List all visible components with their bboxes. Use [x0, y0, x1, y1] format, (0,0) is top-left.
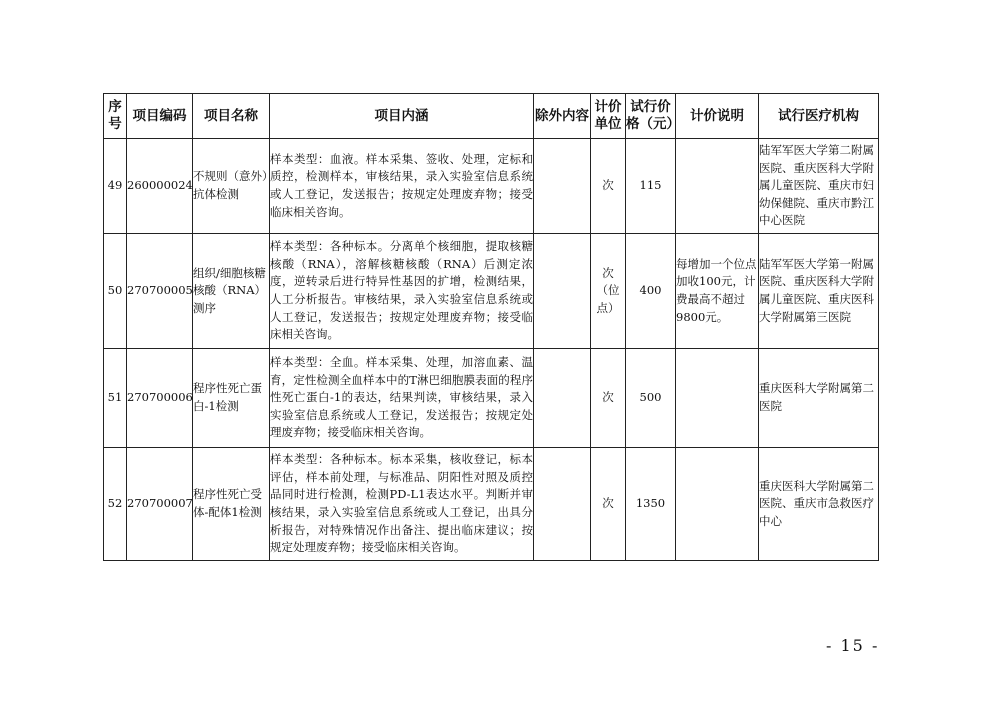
row-excluded [534, 139, 591, 234]
row-name: 程序性死亡蛋白-1检测 [193, 349, 270, 448]
header-content: 项目内涵 [270, 94, 534, 139]
row-price: 1350 [626, 448, 676, 561]
row-unit: 次 [591, 349, 626, 448]
row-seq: 52 [104, 448, 127, 561]
header-institution: 试行医疗机构 [759, 94, 879, 139]
row-seq: 51 [104, 349, 127, 448]
row-unit: 次 [591, 139, 626, 234]
row-excluded [534, 234, 591, 349]
row-content: 样本类型：各种标本。标本采集，核收登记，标本评估，样本前处理，与标准品、阴阳性对照及质控品同时进行检测，检测PD-L1表达水平。判断并审核结果，录入实验室信息系统或人工登记，出具分析报告，对特殊情况作出备注、提出临床建议；按规定处理废弃物；接受临床相关咨询。 [270, 448, 534, 561]
pricing-table [103, 93, 879, 561]
row-code: 270700007 [127, 448, 193, 561]
table-header-row [104, 94, 879, 139]
row-note [676, 139, 759, 234]
row-content: 样本类型：血液。样本采集、签收、处理，定标和质控，检测样本，审核结果，录入实验室信息系统或人工登记，发送报告；按规定处理废弃物；接受临床相关咨询。 [270, 139, 534, 234]
header-unit: 计价单位 [591, 94, 626, 139]
row-name: 程序性死亡受体-配体1检测 [193, 448, 270, 561]
table-row [104, 349, 879, 448]
header-price: 试行价格（元） [626, 94, 676, 139]
header-excluded: 除外内容 [534, 94, 591, 139]
row-seq: 49 [104, 139, 127, 234]
header-code: 项目编码 [127, 94, 193, 139]
row-name: 组织/细胞核糖核酸（RNA）测序 [193, 234, 270, 349]
header-seq: 序号 [104, 94, 127, 139]
row-seq: 50 [104, 234, 127, 349]
row-note: 每增加一个位点加收100元，计费最高不超过9800元。 [676, 234, 759, 349]
page-number: - 15 - [826, 636, 880, 655]
row-code: 270700006 [127, 349, 193, 448]
row-content: 样本类型：各种标本。分离单个核细胞，提取核糖核酸（RNA），溶解核糖核酸（RNA）后测定浓度，逆转录后进行特异性基因的扩增，检测结果，人工分析报告。审核结果，录入实验室信息系统或人工登记，发送报告；按规定处理废弃物；接受临床相关咨询。 [270, 234, 534, 349]
row-note [676, 349, 759, 448]
row-content: 样本类型：全血。样本采集、处理，加溶血素、温育，定性检测全血样本中的T淋巴细胞膜表面的程序性死亡蛋白-1的表达，结果判读，审核结果，录入实验室信息系统或人工登记，发送报告；按规定处理废弃物；接受临床相关咨询。 [270, 349, 534, 448]
table-row [104, 234, 879, 349]
header-note: 计价说明 [676, 94, 759, 139]
row-unit: 次（位点） [591, 234, 626, 349]
row-institution: 重庆医科大学附属第二医院 [759, 349, 879, 448]
row-unit: 次 [591, 448, 626, 561]
row-institution: 陆军军医大学第一附属医院、重庆医科大学附属儿童医院、重庆医科大学附属第三医院 [759, 234, 879, 349]
row-institution: 陆军军医大学第二附属医院、重庆医科大学附属儿童医院、重庆市妇幼保健院、重庆市黔江中心医院 [759, 139, 879, 234]
row-code: 270700005 [127, 234, 193, 349]
header-name: 项目名称 [193, 94, 270, 139]
row-price: 500 [626, 349, 676, 448]
row-name: 不规则（意外）抗体检测 [193, 139, 270, 234]
table-row [104, 139, 879, 234]
row-excluded [534, 349, 591, 448]
row-price: 400 [626, 234, 676, 349]
row-note [676, 448, 759, 561]
table-row [104, 448, 879, 561]
row-excluded [534, 448, 591, 561]
row-price: 115 [626, 139, 676, 234]
row-institution: 重庆医科大学附属第二医院、重庆市急救医疗中心 [759, 448, 879, 561]
row-code: 260000024 [127, 139, 193, 234]
